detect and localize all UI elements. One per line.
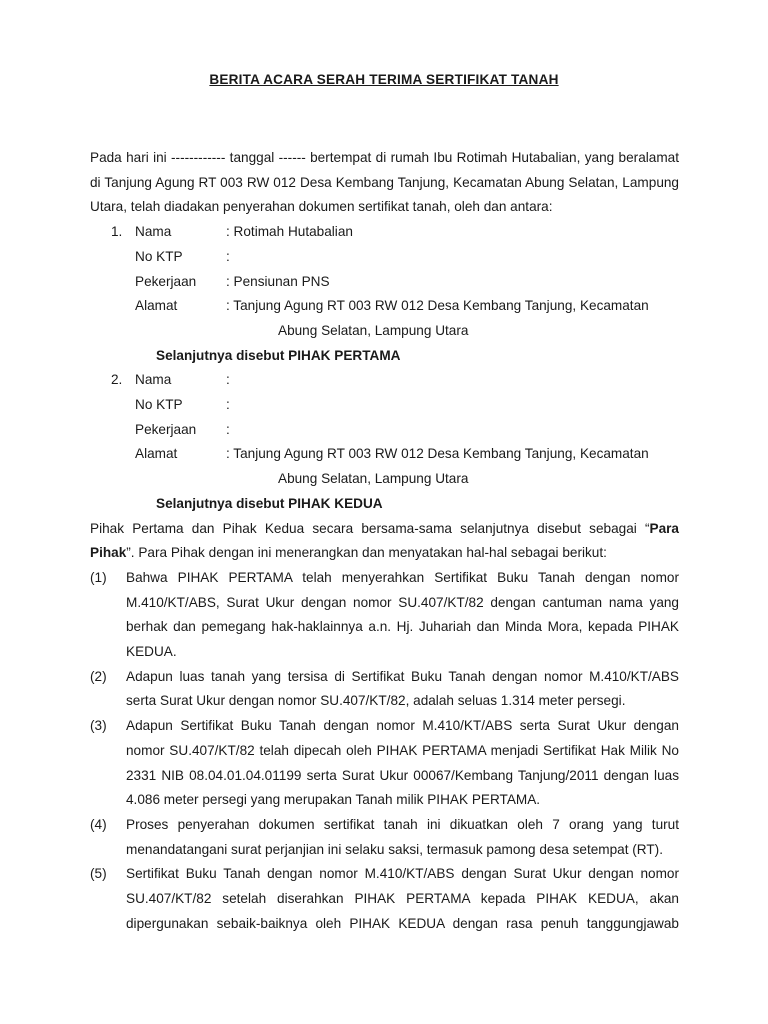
list-item-text: Bahwa PIHAK PERTAMA telah menyerahkan Sertifikat Buku Tanah dengan nomor M.410/KT/ABS, Surat Ukur dengan nomor SU.407/KT/82 dengan cantuman nama yang berhak dan pemegang hak-haklainnya a.n. Hj. Juhariah dan Minda Mora, kepada PIHAK KEDUA. <box>126 569 679 660</box>
field-label-pekerjaan: Pekerjaan <box>135 273 197 289</box>
party-second <box>111 368 679 516</box>
field-label-alamat: Alamat <box>135 446 178 462</box>
list-item-number: (1) <box>90 569 107 585</box>
document-body <box>90 146 679 937</box>
field-value-alamat-continued: Abung Selatan, Lampung Utara <box>278 471 469 487</box>
party-first <box>111 220 679 368</box>
party-designation: Selanjutnya disebut PIHAK KEDUA <box>156 495 383 511</box>
field-value-pekerjaan: : Pensiunan PNS <box>226 273 330 289</box>
field-label-alamat: Alamat <box>135 298 178 314</box>
field-value-ktp: : <box>226 248 230 264</box>
list-item <box>90 813 679 862</box>
field-value-pekerjaan: : <box>226 421 230 437</box>
field-value-alamat: : Tanjung Agung RT 003 RW 012 Desa Kembang Tanjung, Kecamatan <box>226 446 649 462</box>
list-item <box>90 566 679 665</box>
list-item <box>90 862 679 936</box>
field-label-nama: Nama <box>135 372 172 388</box>
para-pihak-paragraph <box>90 517 679 566</box>
list-item-text: Proses penyerahan dokumen sertifikat tanah ini dikuatkan oleh 7 orang yang turut menandatangani surat perjanjian ini selaku saksi, termasuk pamong desa setempat (RT). <box>126 816 679 857</box>
list-item-number: (5) <box>90 866 107 882</box>
list-item <box>90 714 679 813</box>
list-item-number: (3) <box>90 718 107 734</box>
field-label-pekerjaan: Pekerjaan <box>135 421 197 437</box>
party-number: 1. <box>111 224 123 240</box>
party-designation: Selanjutnya disebut PIHAK PERTAMA <box>156 347 401 363</box>
field-label-ktp: No KTP <box>135 248 183 264</box>
field-value-alamat-continued: Abung Selatan, Lampung Utara <box>278 322 469 338</box>
field-value-nama: : Rotimah Hutabalian <box>226 224 353 240</box>
field-label-ktp: No KTP <box>135 397 183 413</box>
para-pihak-text-after: ”. Para Pihak dengan ini menerangkan dan menyatakan hal-hal sebagai berikut: <box>126 545 607 561</box>
document-title: BERITA ACARA SERAH TERIMA SERTIFIKAT TANAH <box>209 72 559 87</box>
intro-paragraph: Pada hari ini ------------ tanggal ------ bertempat di rumah Ibu Rotimah Hutabalian, yang beralamat di Tanjung Agung RT 003 RW 012 Desa Kembang Tanjung, Kecamatan Abung Selatan, Lampung Utara, telah diadakan penyerahan dokumen sertifikat tanah, oleh dan antara: <box>90 150 679 215</box>
list-item-number: (4) <box>90 816 107 832</box>
para-pihak-text-before: Pihak Pertama dan Pihak Kedua secara bersama-sama selanjutnya disebut sebagai “ <box>90 520 650 536</box>
list-item-text: Adapun luas tanah yang tersisa di Sertifikat Buku Tanah dengan nomor M.410/KT/ABS serta Surat Ukur dengan nomor SU.407/KT/82, adalah seluas 1.314 meter persegi. <box>126 668 679 709</box>
list-item-text: Adapun Sertifikat Buku Tanah dengan nomor M.410/KT/ABS serta Surat Ukur dengan nomor SU.407/KT/82 telah dipecah oleh PIHAK PERTAMA menjadi Sertifikat Hak Milik No 2331 NIB 08.04.01.04.01199 serta Surat Ukur 00067/Kembang Tanjung/2011 dengan luas 4.086 meter persegi yang merupakan Tanah milik PIHAK PERTAMA. <box>126 718 679 808</box>
field-value-alamat: : Tanjung Agung RT 003 RW 012 Desa Kembang Tanjung, Kecamatan <box>226 298 649 314</box>
field-value-ktp: : <box>226 397 230 413</box>
field-label-nama: Nama <box>135 224 172 240</box>
field-value-nama: : <box>226 372 230 388</box>
para-pihak-bold-term: Para Pihak <box>90 520 679 561</box>
party-number: 2. <box>111 372 123 388</box>
list-item-number: (2) <box>90 668 107 684</box>
list-item <box>90 665 679 714</box>
list-item-text: Sertifikat Buku Tanah dengan nomor M.410/KT/ABS dengan Surat Ukur dengan nomor SU.407/KT/82 setelah diserahkan PIHAK PERTAMA kepada PIHAK KEDUA, akan dipergunakan sebaik-baiknya oleh PIHAK KEDUA dengan rasa penuh tanggungjawab <box>126 866 679 931</box>
